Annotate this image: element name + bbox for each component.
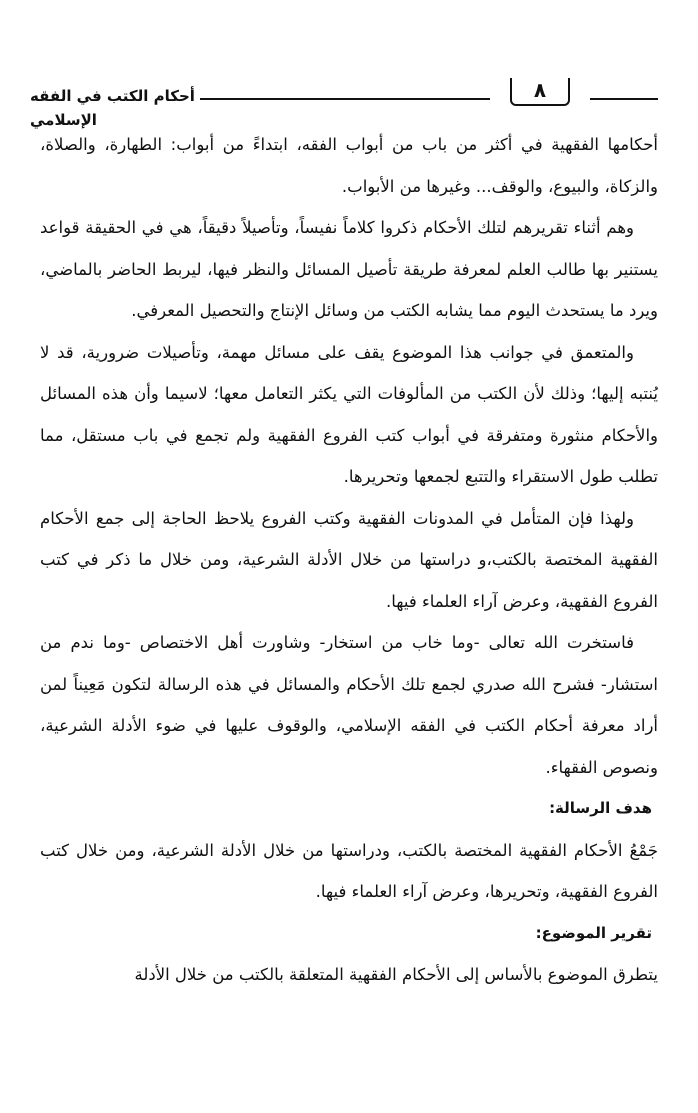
running-title: أحكام الكتب في الفقه الإسلامي — [30, 87, 195, 129]
paragraph-6: جَمْعُ الأحكام الفقهية المختصة بالكتب، ودراستها من خلال الأدلة الشرعية، ومن خلال كتب الفروع الفقهية، وتحريرها، وعرض آراء العلماء فيها. — [40, 840, 658, 901]
page-header — [30, 72, 658, 129]
paragraph-7: يتطرق الموضوع بالأساس إلى الأحكام الفقهية المتعلقة بالكتب من خلال الأدلة — [134, 965, 658, 984]
header-rule-left — [200, 98, 490, 100]
page-body — [40, 124, 658, 996]
header-rule-right — [590, 98, 658, 100]
paragraph-5: فاستخرت الله تعالى -وما خاب من استخار- وشاورت أهل الاختصاص -وما ندم من استشار- فشرح الله صدري لجمع تلك الأحكام والمسائل في هذه الرسالة لتكون مَعِيناً لمن أراد معرفة أحكام الكتب في الفقه الإسلامي، والوقوف عليها في ضوء الأدلة الشرعية، ونصوص الفقهاء. — [40, 633, 658, 777]
section-heading-purpose: هدف الرسالة: — [549, 799, 652, 817]
paragraph-4: ولهذا فإن المتأمل في المدونات الفقهية وكتب الفروع يلاحظ الحاجة إلى جمع الأحكام الفقهية المختصة بالكتب،و دراستها من خلال الأدلة الشرعية، ومن خلال ما ذكر في كتب الفروع الفقهية، وعرض آراء العلماء فيها. — [40, 508, 658, 611]
paragraph-2: وهم أثناء تقريرهم لتلك الأحكام ذكروا كلاماً نفيساً، وتأصيلاً دقيقاً، هي في الحقيقة قواعد يستنير بها طالب العلم لمعرفة طريقة تأصيل المسائل والنظر فيها، ليربط الحاضر بالماضي، ويرد ما يستحدث اليوم مما يشابه الكتب من وسائل الإنتاج والتحصيل المعرفي. — [40, 218, 658, 320]
page-number: ٨ — [510, 78, 570, 106]
section-heading-topic: تقرير الموضوع: — [535, 923, 652, 942]
paragraph-1: أحكامها الفقهية في أكثر من باب من أبواب الفقه، ابتداءً من أبواب: الطهارة، والصلاة، والزكاة، والبيوع، والوقف... وغيرها من الأبواب. — [40, 135, 658, 196]
paragraph-3: والمتعمق في جوانب هذا الموضوع يقف على مسائل مهمة، وتأصيلات ضرورية، قد لا يُنتبه إليها؛ وذلك لأن الكتب من المألوفات التي يكثر التعامل معها؛ لاسيما وأن هذه المسائل والأحكام منثورة ومتفرقة في أبواب كتب الفروع الفقهية ولم تجمع في باب مستقل، مما تطلب طول الاستقراء والتتبع لجمعها وتحريرها. — [40, 342, 658, 486]
